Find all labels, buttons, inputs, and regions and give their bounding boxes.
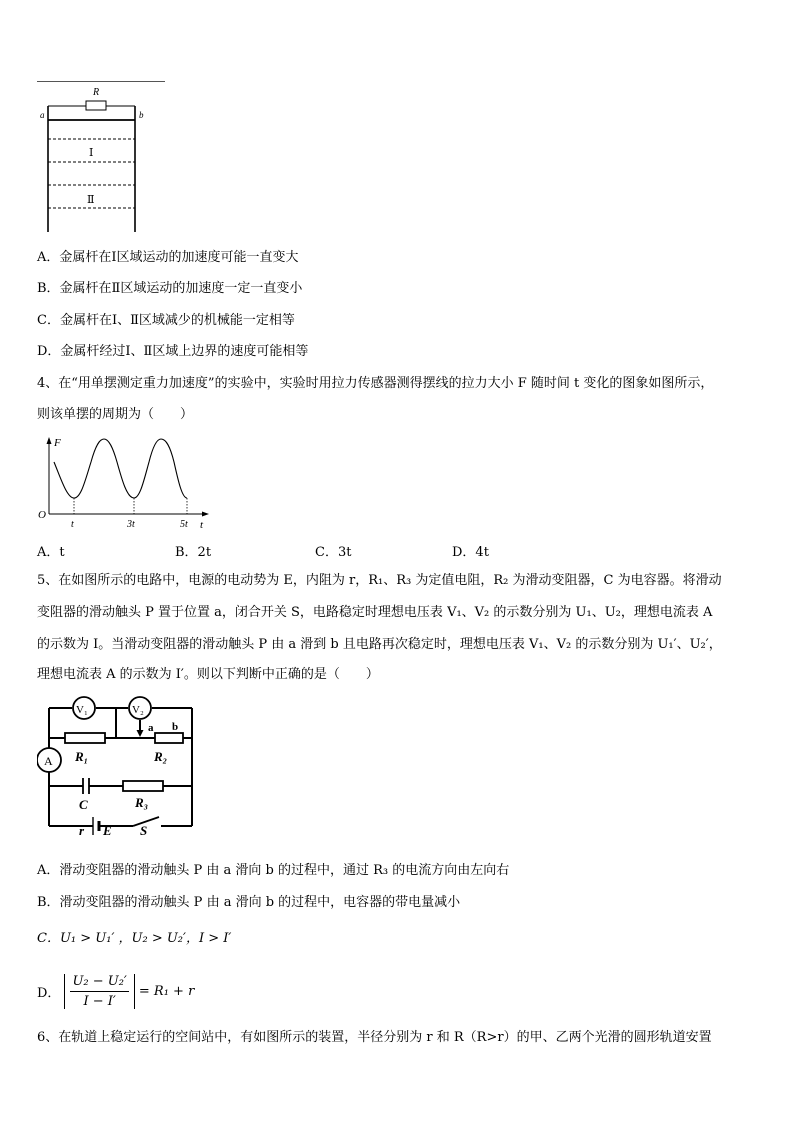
q5-option-d-abs	[64, 974, 134, 1009]
resistor-r3	[123, 781, 163, 791]
rail-b-label: b	[139, 110, 144, 120]
q4-stem-line2: 则该单摆的周期为（ ）	[37, 407, 194, 422]
slider-a-label: a	[148, 722, 154, 734]
q5-stem-line1: 5、在如图所示的电路中，电源的电动势为 E，内阻为 r，R₁、R₃ 为定值电阻，R₂ 为滑动变阻器，C 为电容器。将滑动	[37, 573, 722, 588]
resistor-r3-label: R₃	[135, 795, 149, 810]
emf-label: E	[103, 823, 112, 836]
q4-option-a: A．t	[37, 545, 65, 560]
region-1-label: Ⅰ	[89, 147, 94, 159]
ammeter-label: A	[44, 754, 53, 768]
resistor-r1-label: R₁	[75, 749, 89, 764]
resistor-r2	[155, 733, 183, 743]
region-2-label: Ⅱ	[87, 194, 95, 206]
resistor-label: R	[93, 87, 100, 98]
graph-tick-5t: 5t	[180, 519, 188, 530]
graph-tick-3t: 3t	[127, 519, 135, 530]
q4-force-time-graph	[37, 434, 217, 532]
q3-option-c: C．金属杆在Ⅰ、Ⅱ区域减少的机械能一定相等	[37, 313, 295, 328]
q5-option-c: C．U₁ > U₁′ ，U₂ > U₂′，I > I′	[37, 931, 232, 946]
graph-x-label: t	[200, 519, 204, 531]
q4-option-b: B．2t	[175, 545, 212, 560]
q5-option-b: B．滑动变阻器的滑动触头 P 由 a 滑向 b 的过程中，电容器的带电量减小	[37, 895, 461, 910]
q3-option-a: A．金属杆在Ⅰ区域运动的加速度可能一直变大	[37, 250, 299, 265]
q5-option-d-prefix: D．	[37, 985, 61, 1001]
q5-option-d-rhs: = R₁ + r	[138, 983, 195, 999]
force-curve	[54, 439, 187, 498]
capacitor-label: C	[79, 797, 88, 812]
internal-resistance-label: r	[79, 823, 85, 836]
rail-a-label: a	[40, 110, 45, 120]
fraction-bar	[70, 991, 128, 992]
q5-option-d-denominator: I − I′	[83, 993, 116, 1009]
voltmeter-v1-label: V₁	[76, 704, 88, 716]
q3-option-d: D．金属杆经过Ⅰ、Ⅱ区域上边界的速度可能相等	[37, 344, 309, 359]
q4-option-c: C．3t	[315, 545, 352, 560]
slider-b-label: b	[172, 721, 179, 733]
graph-tick-t: t	[71, 519, 74, 530]
q5-stem-line4: 理想电流表 A 的示数为 I′。则以下判断中正确的是（ ）	[37, 667, 379, 682]
q6-stem-line1: 6、在轨道上稳定运行的空间站中，有如图所示的装置，半径分别为 r 和 R（R>r）的甲、乙两个光滑的圆形轨道安置	[37, 1030, 712, 1045]
switch-label: S	[140, 823, 148, 836]
q5-option-d-numerator: U₂ − U₂′	[72, 973, 127, 989]
q5-stem-line3: 的示数为 I。当滑动变阻器的滑动触头 P 由 a 滑到 b 且电路再次稳定时，理想电压表 V₁、V₂ 的示数分别为 U₁′、U₂′，	[37, 637, 722, 652]
q5-option-d	[37, 967, 194, 1015]
q4-stem-line1: 4、在“用单摆测定重力加速度”的实验中，实验时用拉力传感器测得摆线的拉力大小 F 随时间 t 变化的图象如图所示，	[37, 376, 714, 391]
q3-option-b: B．金属杆在Ⅱ区域运动的加速度一定一直变小	[37, 281, 303, 296]
resistor-r2-label: R₂	[154, 749, 168, 764]
q3-rails-figure	[37, 82, 157, 232]
q5-option-a: A．滑动变阻器的滑动触头 P 由 a 滑向 b 的过程中，通过 R₃ 的电流方向由左向右	[37, 863, 510, 878]
q4-option-d: D．4t	[452, 545, 489, 560]
resistor-r1	[65, 733, 105, 743]
q5-circuit-diagram	[37, 694, 199, 836]
graph-origin-label: O	[38, 509, 46, 521]
graph-y-label: F	[54, 437, 61, 449]
q5-stem-line2: 变阻器的滑动触头 P 置于位置 a，闭合开关 S，电路稳定时理想电压表 V₁、V₂ 的示数分别为 U₁、U₂，理想电流表 A	[37, 605, 713, 620]
voltmeter-v2-label: V₂	[132, 704, 144, 716]
